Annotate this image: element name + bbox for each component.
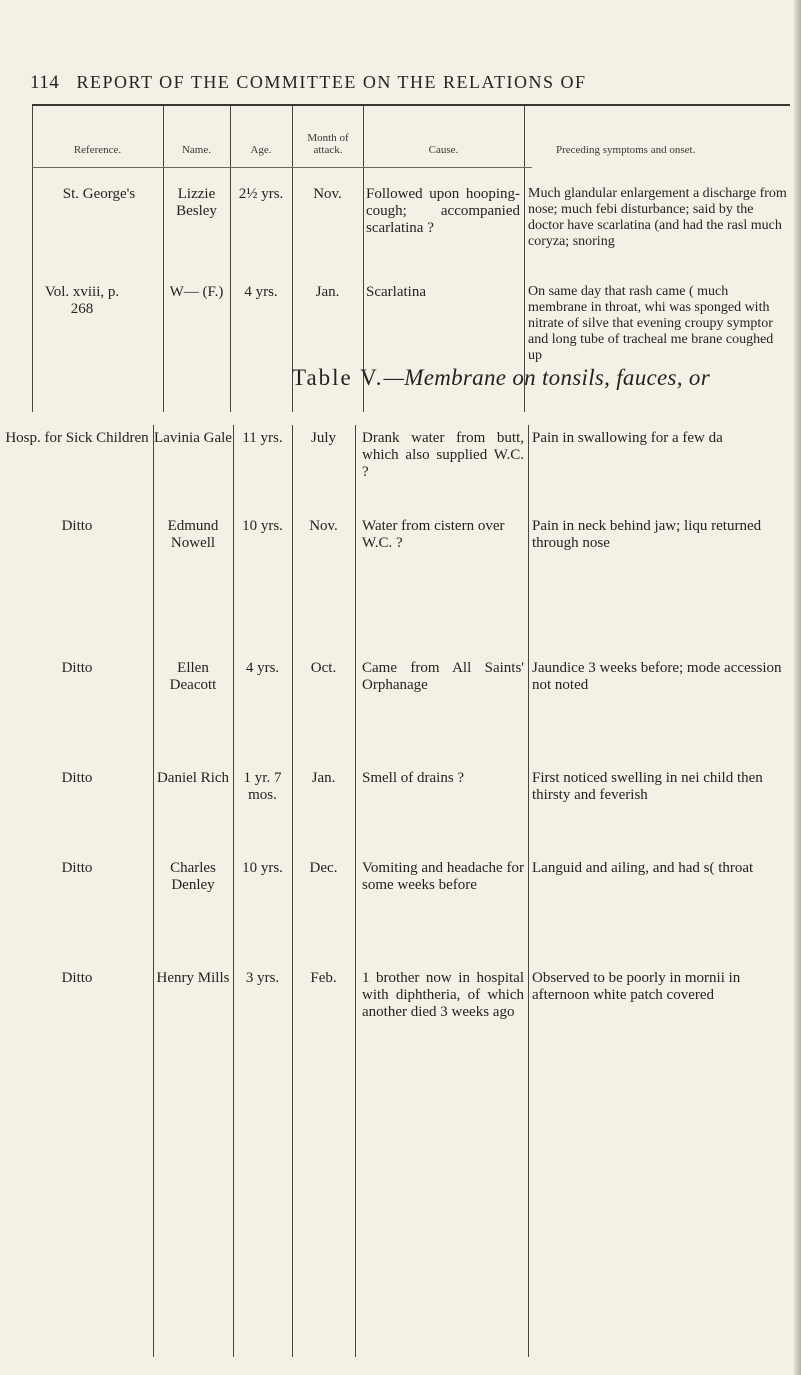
table-row-symptoms: Pain in swallowing for a few da [532,430,723,446]
header-name: Name. [181,144,211,156]
table-row-age: 4 yrs. [245,660,280,676]
page-number: 114 [30,72,60,93]
table-row-name: Ellen Deacott [169,660,217,693]
table-row-reference: Ditto [61,770,93,786]
table-row-reference: Ditto [61,518,93,534]
table-row-cause: Drank water from butt, which also supplied W.C. ? [362,430,524,480]
table-row-cause: Smell of drains ? [362,770,465,786]
header-bottom-rule [32,167,532,168]
table-row-symptoms: Observed to be poorly in mornii in afternoon white patch covered [532,970,741,1003]
table-caption-label: Table V. [292,365,384,390]
header-month: Month of attack. [307,132,349,156]
table-row-month: Jan. [311,770,336,786]
table-row-name: Lavinia Gale [154,430,232,446]
header-cause: Cause. [428,144,459,156]
table-row-age: 4 yrs. [244,284,278,300]
header-symptoms: Preceding symptoms and onset. [556,144,696,156]
table-row-age: 3 yrs. [245,970,280,986]
page-edge-shadow [794,0,801,1375]
table-row-symptoms: On same day that rash came ( much membrane in throat, whi was sponged with nitrate of silve that evening croupy symptor and long tube of tracheal me brane coughed up [528,284,774,363]
table-caption-title: —Membrane on tonsils, fauces, or [383,365,710,390]
header-age: Age. [250,144,272,156]
table-caption [292,365,710,391]
table-row-month: July [310,430,336,446]
table-row-cause: Came from All Saints' Orphanage [362,660,524,693]
table-row-symptoms: Pain in neck behind jaw; liqu returned through nose [532,518,762,551]
table-row-cause: 1 brother now in hospital with diphtheria, of which another died 3 weeks ago [362,970,524,1020]
table-row-cause: Scarlatina [366,284,426,300]
running-header [30,72,587,94]
table-row-reference: St. George's [62,186,136,202]
table-row-reference: Hosp. for Sick Children [5,430,149,446]
table-row-age: 10 yrs. [242,518,283,534]
table-row-symptoms: Jaundice 3 weeks before; mode accession not noted [532,660,782,693]
table-row-name: Daniel Rich [156,770,230,786]
lower-divider-3 [292,425,293,1357]
lower-divider-5 [528,425,529,1357]
table-row-month: Dec. [309,860,338,876]
table-row-name: Henry Mills [156,970,230,986]
table-row-name: Edmund Nowell [167,518,219,551]
table-row-age: 11 yrs. [242,430,283,446]
table-row-reference: Vol. xviii, p. 268 [44,284,120,317]
table-row-age: 10 yrs. [242,860,283,876]
lower-divider-4 [355,425,356,1357]
table-row-month: Nov. [309,518,338,534]
table-row-age: 1 yr. 7 mos. [243,770,282,803]
table-row-cause: Followed upon hooping-cough; accompanied scarlatina ? [366,186,520,236]
table-row-cause: Vomiting and headache for some weeks before [362,860,524,893]
table-row-month: Oct. [310,660,337,676]
table-row-symptoms: Languid and ailing, and had s( throat [532,860,754,876]
table-row-symptoms: First noticed swelling in nei child then thirsty and feverish [532,770,763,803]
table-row-age: 2½ yrs. [238,186,284,202]
table-row-name: W— (F.) [169,284,224,300]
table-row-cause: Water from cistern over W.C. ? [362,518,505,551]
table-row-reference: Ditto [61,970,93,986]
table-row-reference: Ditto [61,860,93,876]
table-row-month: Jan. [315,284,340,300]
table-row-month: Nov. [313,186,342,202]
table-row-month: Feb. [310,970,337,986]
table-row-symptoms: Much glandular enlargement a discharge from nose; much febi disturbance; said by the doctor have scarlatina (and had the rasl much coryza; snoring [528,186,787,249]
lower-divider-2 [233,425,234,1357]
running-title: REPORT OF THE COMMITTEE ON THE RELATIONS OF [76,72,587,92]
header-reference: Reference. [73,144,122,156]
table-top-rule [32,104,790,106]
table-row-name: Lizzie Besley [176,186,217,219]
table-row-reference: Ditto [61,660,93,676]
table-row-name: Charles Denley [170,860,216,893]
